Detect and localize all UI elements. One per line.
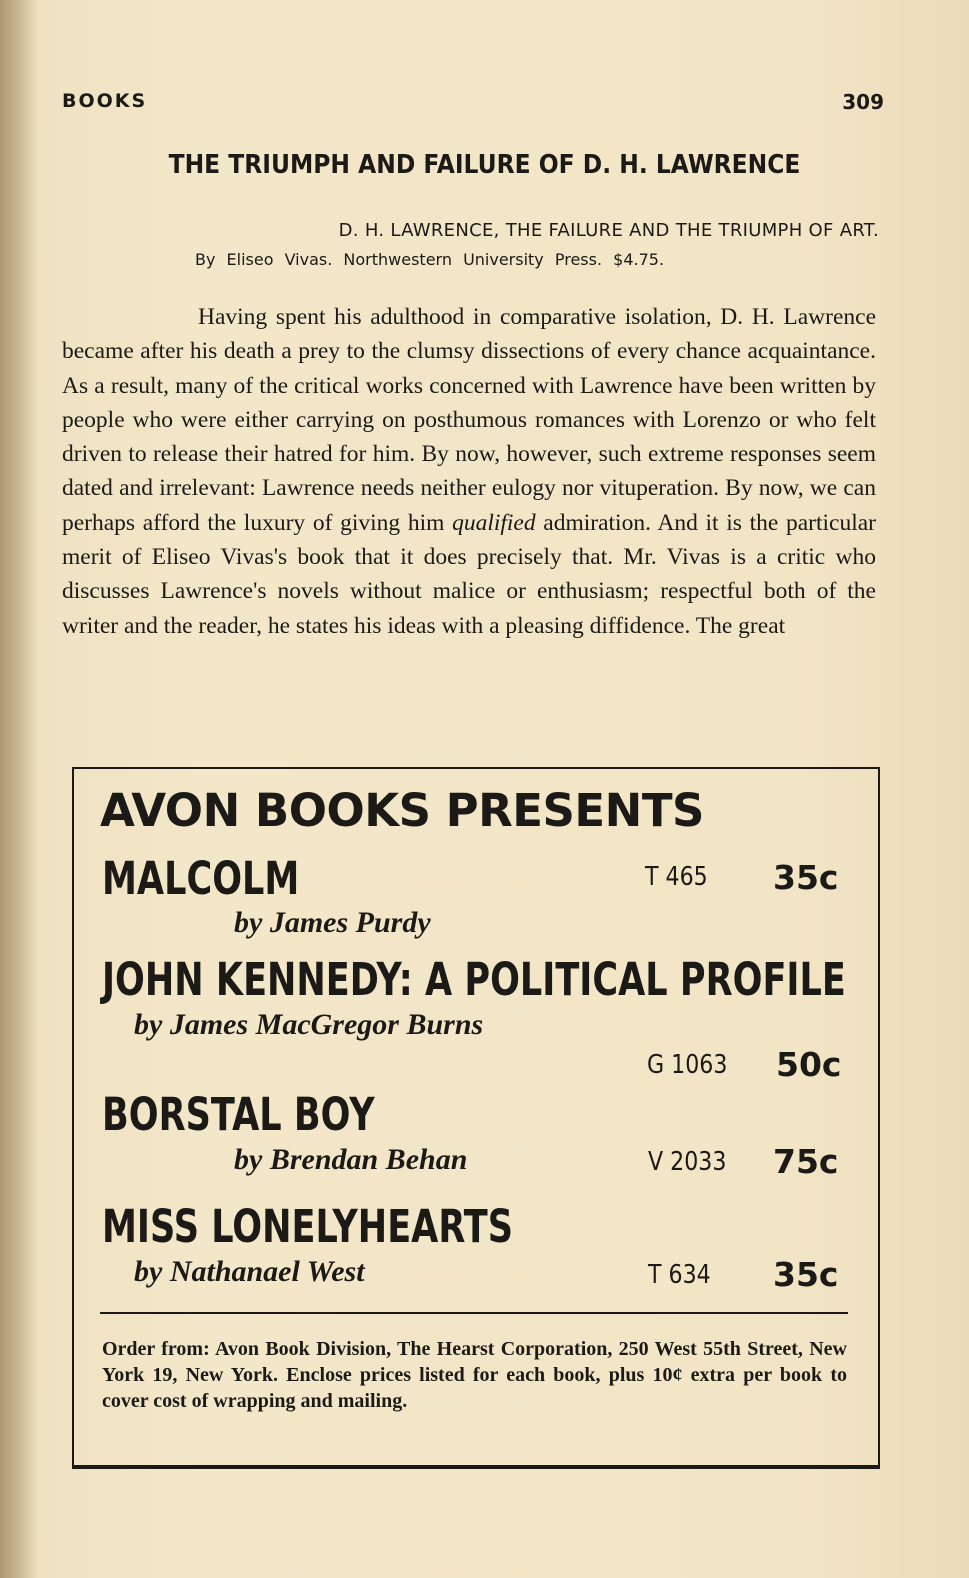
paragraph-text-1: Having spent his adulthood in comparative isolation, D. H. Lawrence became after his death a prey to the clumsy dissections of every chance acquaintance. As a result, many of the critical works concerned with Lawrence have been written by people who were either carrying on posthumous romances with Lorenzo or who felt driven to release their hatred for him. By now, however, such extreme responses seem dated and irrelevant: Lawrence needs neither eulogy nor vituperation. By now, we can perhaps afford the luxury of giving him bbox=[62, 304, 876, 536]
book-title-malcolm: MALCOLM bbox=[102, 852, 300, 905]
page-spine-shadow bbox=[0, 0, 38, 1578]
paragraph-emphasis: qualified bbox=[452, 509, 536, 536]
article-body bbox=[62, 300, 876, 643]
book-price: 50c bbox=[776, 1045, 842, 1084]
book-price: 35c bbox=[773, 858, 839, 897]
ad-divider bbox=[100, 1312, 848, 1314]
book-citation-details: By Eliseo Vivas. Northwestern University Press. $4.75. bbox=[195, 250, 665, 269]
book-citation-title: D. H. LAWRENCE, THE FAILURE AND THE TRIUMPH OF ART. bbox=[338, 220, 879, 241]
book-author: by Nathanael West bbox=[134, 1255, 365, 1288]
book-title-borstal-boy: BORSTAL BOY bbox=[102, 1088, 375, 1141]
article-paragraph bbox=[62, 300, 876, 643]
book-title-miss-lonelyhearts: MISS LONELYHEARTS bbox=[102, 1200, 514, 1253]
order-instructions: Order from: Avon Book Division, The Hearst Corporation, 250 West 55th Street, New York 19, New York. Enclose prices listed for each book, plus 10¢ extra per book to cover cost of wrapping and mailing. bbox=[102, 1338, 847, 1412]
book-author: by James Purdy bbox=[234, 906, 431, 939]
section-label: BOOKS bbox=[62, 90, 148, 112]
running-header bbox=[62, 90, 884, 114]
page-number: 309 bbox=[842, 90, 884, 114]
book-author: by Brendan Behan bbox=[234, 1143, 468, 1176]
book-price: 35c bbox=[773, 1255, 839, 1294]
article-title: THE TRIUMPH AND FAILURE OF D. H. LAWRENCE bbox=[168, 150, 801, 180]
book-author: by James MacGregor Burns bbox=[134, 1008, 484, 1041]
book-code: V 2033 bbox=[648, 1147, 727, 1177]
book-title-john-kennedy: JOHN KENNEDY: A POLITICAL PROFILE bbox=[102, 953, 846, 1006]
book-code: T 465 bbox=[645, 862, 708, 892]
book-code: G 1063 bbox=[647, 1050, 728, 1080]
ad-headline: AVON BOOKS PRESENTS bbox=[100, 784, 704, 837]
paragraph-text-2: admiration. And it is the particular merit of Eliseo Vivas's book that it does precisely that. Mr. Vivas is a critic who discusses Lawrence's novels without malice or enthusiasm; respectful both of the writer and the reader, he states his ideas with a pleasing diffidence. The great bbox=[62, 509, 876, 639]
book-price: 75c bbox=[773, 1142, 839, 1181]
book-code: T 634 bbox=[648, 1260, 711, 1290]
